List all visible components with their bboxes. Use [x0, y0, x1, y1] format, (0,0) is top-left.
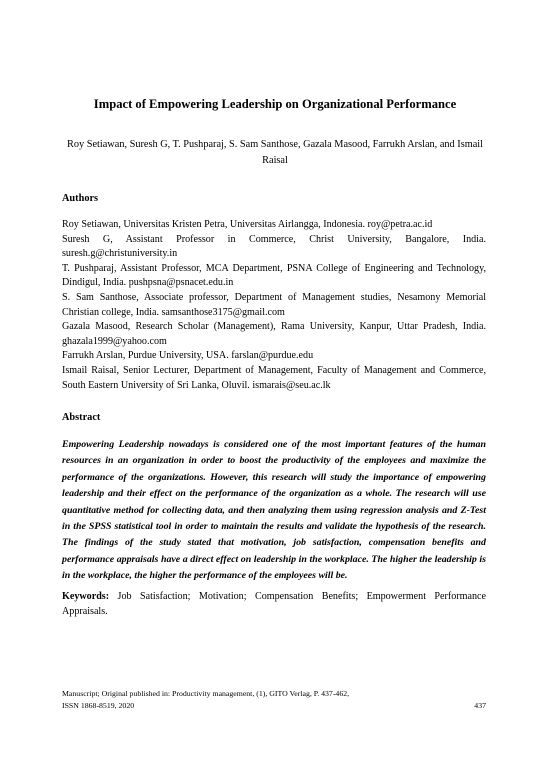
keywords-text: Job Satisfaction; Motivation; Compensation Benefits; Empowerment Performance Appraisals.: [62, 591, 486, 617]
footer-publication-line: Manuscript; Original published in: Productivity management, (1), GITO Verlag, P. 437-462,: [62, 689, 350, 698]
affiliation-gazala-masood: Gazala Masood, Research Scholar (Management), Rama University, Kanpur, Uttar Pradesh, India. ghazala1999@yahoo.com: [62, 321, 486, 347]
page-footer: [62, 688, 486, 712]
keywords: [62, 590, 486, 619]
affiliation-s-sam-santhose: S. Sam Santhose, Associate professor, Department of Management studies, Nesamony Memorial Christian college, India. samsanthose3175@gmail.com: [62, 291, 486, 318]
affiliation-t-pushparaj: T. Pushparaj, Assistant Professor, MCA Department, PSNA College of Engineering and Technology, Dindigul, India. pushpsna@psnacet.edu.in: [62, 262, 486, 289]
page-number: 437: [474, 701, 486, 710]
keywords-label: Keywords:: [62, 591, 110, 602]
author-list: Roy Setiawan, Suresh G, T. Pushparaj, S. Sam Santhose, Gazala Masood, Farrukh Arslan, and Ismail Raisal: [66, 139, 483, 166]
affiliation-farrukh-arslan: Farrukh Arslan, Purdue University, USA. farslan@purdue.edu: [62, 350, 314, 362]
footer-issn: ISSN 1868-8519, 2020: [62, 701, 135, 710]
abstract-heading: Abstract: [62, 412, 101, 423]
affiliation-ismail-raisal: Ismail Raisal, Senior Lecturer, Department of Management, Faculty of Management and Commerce, South Eastern University of Sri Lanka, Oluvil. ismarais@seu.ac.lk: [62, 364, 486, 391]
paper-title: Impact of Empowering Leadership on Organizational Performance: [93, 97, 457, 111]
affiliation-suresh-g: Suresh G, Assistant Professor in Commerce, Christ University, Bangalore, India. suresh.g@christuniversity.in: [62, 233, 486, 260]
affiliations-block: [62, 218, 486, 393]
abstract-text: Empowering Leadership nowadays is considered one of the most important features of the human resources in an organization in order to boost the productivity of the employees and maximize the performance of the organizations. However, this research will study the importance of empowering leadership and their effect on the performance of the organization as a whole. The research will use quantitative method for collecting data, and then analyzing them using regression analysis and Z-Test in the SPSS statistical tool in order to maintain the results and validate the hypothesis of the research. The findings of the study stated that motivation, job satisfaction, compensation benefits and performance appraisals have a direct effect on leadership in the workplace. The higher the leadership is in the workplace, the higher the performance of the employees will be.: [62, 439, 486, 582]
footer-row: [62, 700, 486, 712]
authors-heading: Authors: [62, 193, 99, 204]
affiliation-roy-setiawan: Roy Setiawan, Universitas Kristen Petra, Universitas Airlangga, Indonesia. roy@petra.ac.id: [62, 219, 433, 230]
